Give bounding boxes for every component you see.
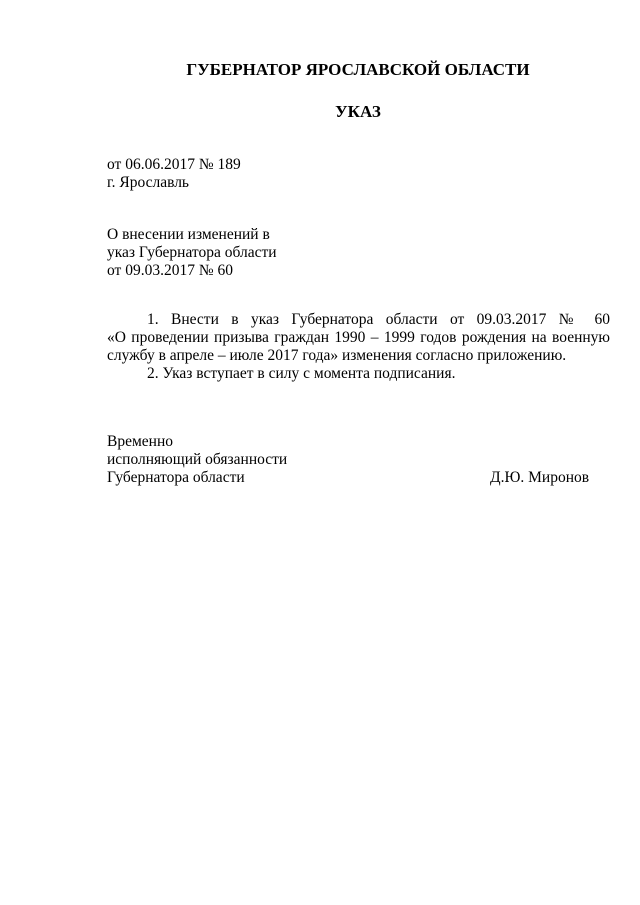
city: г. Ярославль (107, 174, 189, 191)
subject-line-3: от 09.03.2017 № 60 (107, 262, 233, 279)
document-title: ГУБЕРНАТОР ЯРОСЛАВСКОЙ ОБЛАСТИ (186, 60, 530, 79)
subject-line-2: указ Губернатора области (107, 244, 277, 261)
signer-name: Д.Ю. Миронов (490, 469, 590, 486)
document-type: УКАЗ (335, 102, 381, 121)
signer-position-line-3: Губернатора области (107, 469, 245, 486)
item-1-first-line: 1. Внести в указ Губернатора области от 09.03.2017 № 60 (147, 311, 610, 328)
date-number: от 06.06.2017 № 189 (107, 156, 241, 173)
signer-position-line-1: Временно (107, 433, 173, 450)
signer-position-line-2: исполняющий обязанности (107, 451, 288, 468)
subject-line-1: О внесении изменений в (107, 226, 270, 243)
item-1-continuation: «О проведении призыва граждан 1990 – 1999 годов рождения на военную службу в апреле – июле 2017 года» изменения согласно приложению. (107, 329, 610, 364)
item-2: 2. Указ вступает в силу с момента подписания. (147, 365, 456, 382)
